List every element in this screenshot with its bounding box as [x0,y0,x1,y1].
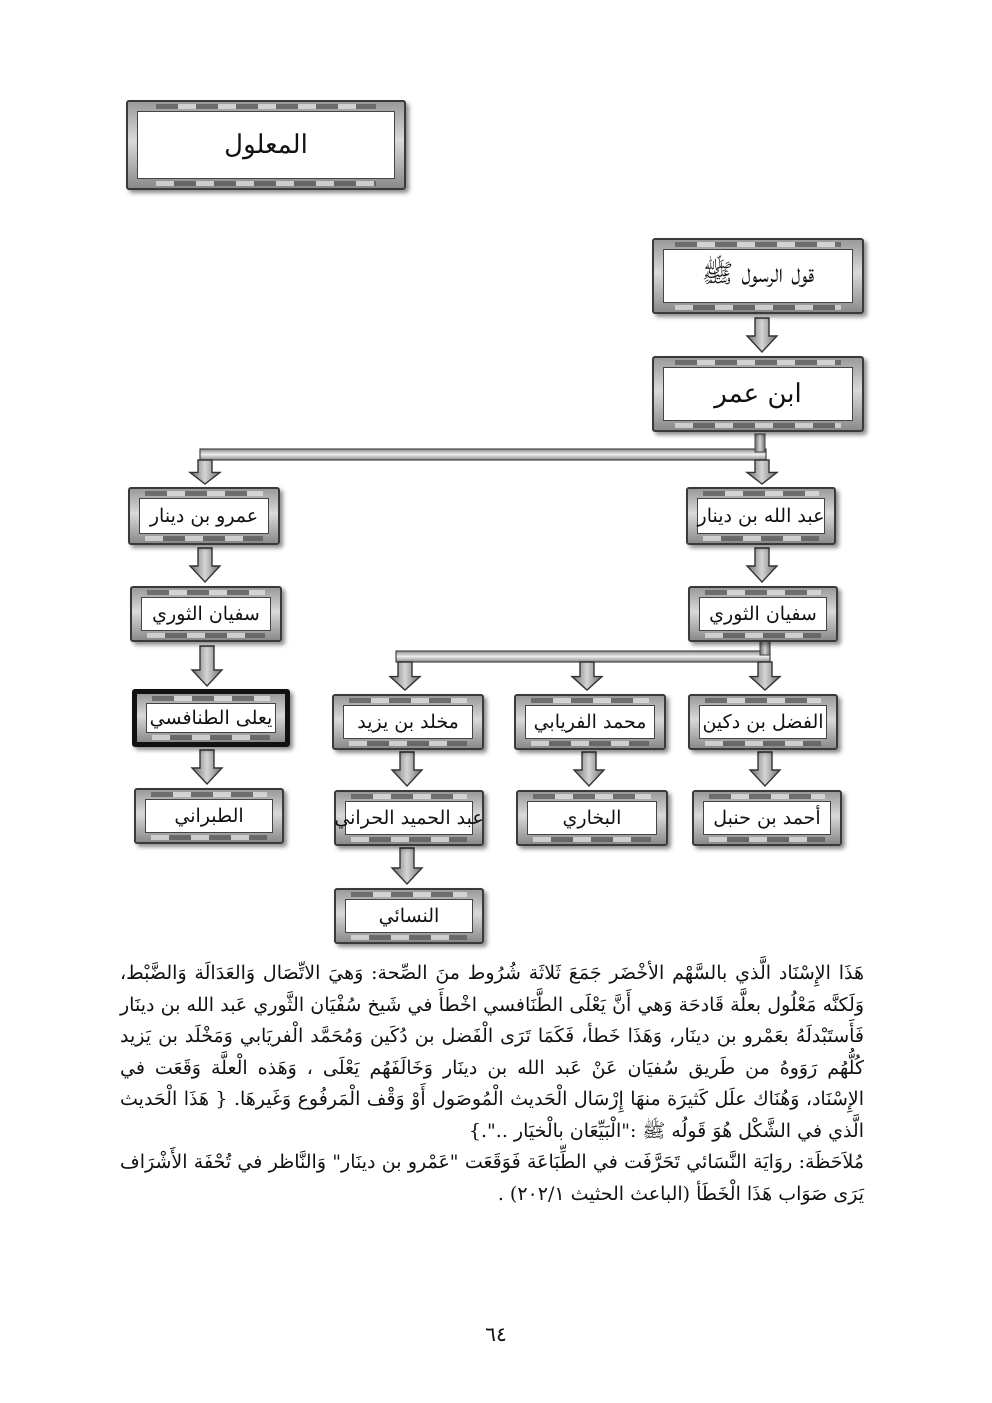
node-tabarani [134,788,284,844]
node-ahmad-label: أحمد بن حنبل [713,807,821,829]
arrow-makhlad-harrani [392,752,422,786]
branch-bar-upper [200,449,766,460]
node-tabarani-label: الطبراني [174,805,244,827]
node-amr-dinar-label: عمرو بن دينار [149,505,259,527]
node-nasai [334,888,484,944]
page-number: ٦٤ [485,1322,507,1346]
node-sufyan-left [130,586,282,642]
arrow-bar-makhlad [390,662,420,690]
node-yala [132,689,290,747]
arrow-abdullah-sufyan [747,548,777,582]
arrow-harrani-nasai [392,848,422,884]
arrow-bar-abdullah [747,460,777,484]
arrow-amr-sufyan [190,548,220,582]
node-makhlad-label: مخلد بن يزيد [357,711,459,733]
arrow-bar-firyabi [572,662,602,690]
node-fadl-label: الفضل بن دكين [702,711,824,733]
branch-bar-lower [396,651,770,662]
explanation-text [120,958,864,1210]
node-nasai-label: النسائي [378,905,440,927]
arrow-bar-amr [190,460,220,484]
arrow-firyabi-bukhari [574,752,604,786]
node-fadl [688,694,838,750]
explanation-paragraph: هَذَا الإِسْنَاد الَّذي بالسَّهْم الأخْضَر جَمَعَ ثَلاثَة شُرُوط منَ الصِّحة: وَهيَ الاتِّصَال وَالعَدَالَة وَالضَّبْط، وَلَكنَّه مَعْلُول بعلَّة قَادحَة وَهي أَنَّ يَعْلَى الطَّنَافسي اخْطأَ في شَيخ سُفْيَان الثَّوري عَبد الله بن دينَار فَأَستَبْدلَهُ بعَمْرو بن دينَار، وَهَذَا خَطأ، فَكَمَا تَرَى الْفَضل بن دُكَين وَمُحَمَّد الْفريَابي وَمَخْلَد بن يَزيد كُلُّهُم رَوَوهُ من طَريق سُفيَان عَنْ عَبد الله بن دينَار وَخَالَفَهُم يَعْلَى ، وَهَذه الْعلَّة وَقَعَت في الإِسْنَاد، وَهُنَاك علَل كَثيرَة منهَا إِرْسَال الْحَديث الْمُوصَول أَوْ وَقْف الْمَرفُوع وَغَيرهَا. { هَذَا الْحَديث الَّذي في الشَّكْل هُوَ قَولُه ﷺ :"الْبَيِّعَان بالْخيَار ..".} [120,962,864,1142]
page-title: المعلول [224,130,308,160]
node-amr-dinar [128,487,280,545]
node-abdullah-dinar-label: عبد الله بن دينار [697,505,825,527]
node-ibn-umar-label: ابن عمر [714,379,802,409]
node-firyabi [514,694,666,750]
node-bukhari [516,790,668,846]
title-frame [126,100,406,190]
node-prophet [652,238,864,314]
node-sufyan-left-label: سفيان الثوري [152,603,260,625]
node-prophet-label: قول الرسول ﷺ [701,259,815,289]
node-makhlad [332,694,484,750]
node-sufyan-right [688,586,838,642]
arrow-yala-tabarani [192,750,222,784]
node-bukhari-label: البخاري [562,807,622,829]
arrow-bar-fadl [750,662,780,690]
node-firyabi-label: محمد الفريابي [533,711,647,733]
note-paragraph: مُلاَحَظَة: روَايَة النَّسَائي تَحَرَّفَت في الطِّبَاعَة فَوَقَعَت "عَمْرو بن دينَار" وَالنَّاظر في تُحْفَة الأَشْرَاف يَرَى صَوَاب هَذَا الْخَطَأ (الباعث الحثيث ٢٠٢/١) . [120,1151,864,1205]
node-harrani-label: عبد الحميد الحراني [334,807,484,829]
node-yala-label: يعلى الطنافسي [149,707,273,729]
arrow-prophet-ibn-umar [747,318,777,352]
arrow-sufyan-yala [192,646,222,686]
node-ibn-umar [652,356,864,432]
node-sufyan-right-label: سفيان الثوري [709,603,817,625]
node-ahmad [692,790,842,846]
node-harrani [334,790,484,846]
arrow-fadl-ahmad [750,752,780,786]
node-abdullah-dinar [686,487,836,545]
